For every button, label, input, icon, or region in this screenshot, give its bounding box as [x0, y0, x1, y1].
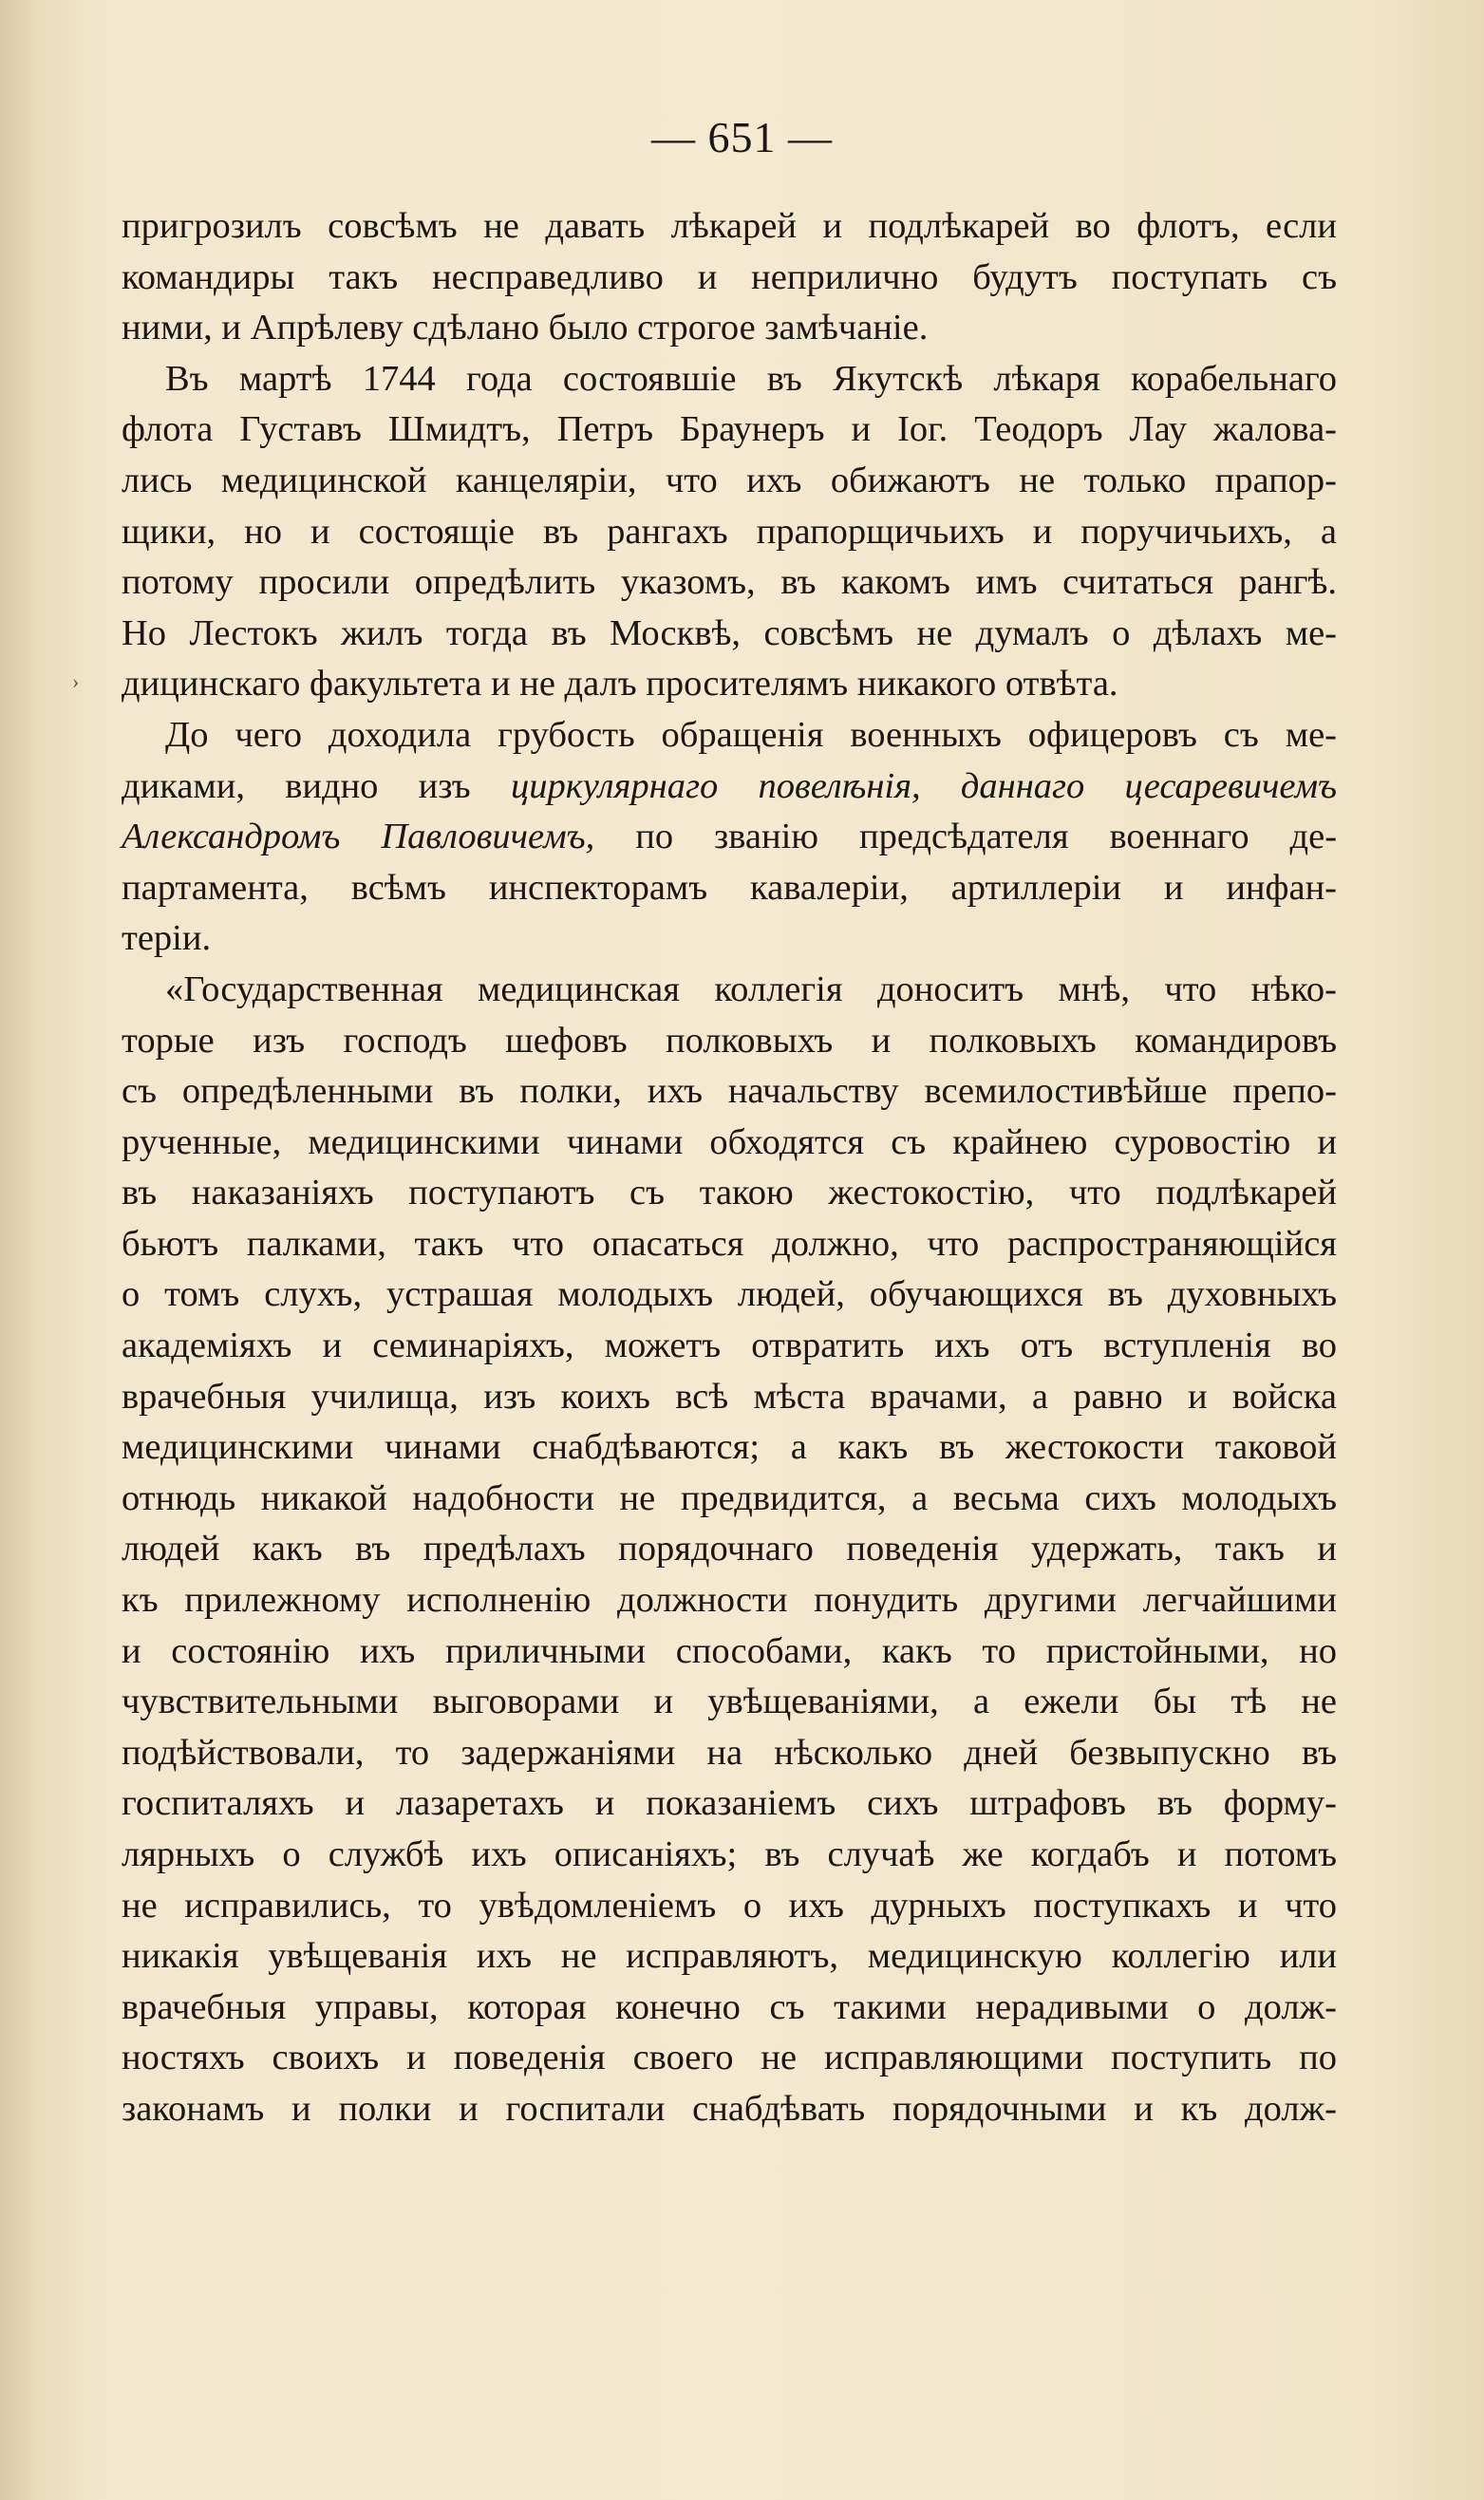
- text-line: лярныхъ о службѣ ихъ описаніяхъ; въ случаѣ же когдабъ и потомъ: [122, 1834, 1337, 1874]
- text-line: дицинскаго факультета и не далъ просителямъ никакого отвѣта.: [122, 664, 1118, 705]
- text-line: Въ мартѣ 1744 года состоявшіе въ Якутскѣ лѣкаря корабельнаго: [165, 358, 1337, 399]
- text-line: лись медицинской канцеляріи, что ихъ обижаютъ не только прапор-: [122, 460, 1337, 500]
- text-line: торые изъ господъ шефовъ полковыхъ и полковыхъ командировъ: [122, 1020, 1337, 1061]
- text-run: по званію предсѣдателя военнаго де-: [635, 817, 1338, 857]
- text-line: подѣйствовали, то задержаніями на нѣсколько дней безвыпускно въ: [122, 1732, 1337, 1773]
- text-line-mixed: [122, 761, 1337, 813]
- text-line: флота Густавъ Шмидтъ, Петръ Браунеръ и Іог. Теодоръ Лау жалова-: [122, 409, 1337, 450]
- text-line: госпиталяхъ и лазаретахъ и показаніемъ сихъ штрафовъ въ форму-: [122, 1783, 1337, 1824]
- italic-name: Александромъ Павловичемъ,: [122, 817, 595, 857]
- text-line: не исправились, то увѣдомленіемъ о ихъ дурныхъ поступкахъ и что: [122, 1885, 1337, 1926]
- page-number: — 651 —: [651, 113, 833, 161]
- text-line: о томъ слухъ, устрашая молодыхъ людей, обучающихся въ духовныхъ: [122, 1274, 1337, 1315]
- text-line: чувствительными выговорами и увѣщеваніями, а ежели бы тѣ не: [122, 1682, 1337, 1722]
- body-text: [122, 201, 1337, 2135]
- text-run: диками, видно изъ: [122, 765, 471, 806]
- text-line: и состоянію ихъ приличными способами, какъ то пристойными, но: [122, 1630, 1337, 1671]
- text-line-mixed: [122, 812, 1337, 863]
- text-line: законамъ и полки и госпитали снабдѣвать порядочными и къ долж-: [122, 2088, 1337, 2129]
- text-line: щики, но и состоящіе въ рангахъ прапорщичьихъ и поручичьихъ, а: [122, 511, 1337, 552]
- text-line: отнюдь никакой надобности не предвидится, а весьма сихъ молодыхъ: [122, 1477, 1337, 1518]
- text-line: командиры такъ несправедливо и неприлично будутъ поступать съ: [122, 256, 1337, 297]
- text-line: врачебныя управы, которая конечно съ такими нерадивыми о долж-: [122, 1986, 1337, 2027]
- text-line: въ наказаніяхъ поступаютъ съ такою жестокостію, что подлѣкарей: [122, 1173, 1337, 1213]
- text-line: пригрозилъ совсѣмъ не давать лѣкарей и подлѣкарей во флотъ, если: [122, 206, 1337, 246]
- text-line: съ опредѣленными въ полки, ихъ начальству всемилостивѣйше препо-: [122, 1071, 1337, 1112]
- text-line: людей какъ въ предѣлахъ порядочнаго поведенія удержать, такъ и: [122, 1529, 1337, 1570]
- text-line: медицинскими чинами снабдѣваются; а какъ въ жестокости таковой: [122, 1427, 1337, 1468]
- text-line: Но Лестокъ жилъ тогда въ Москвѣ, совсѣмъ не думалъ о дѣлахъ ме-: [122, 612, 1337, 653]
- text-line: ностяхъ своихъ и поведенія своего не исправляющими поступить по: [122, 2038, 1337, 2078]
- text-line: партамента, всѣмъ инспекторамъ кавалеріи, артиллеріи и инфан-: [122, 867, 1337, 908]
- text-line: теріи.: [122, 918, 212, 959]
- text-line: До чего доходила грубость обращенія военныхъ офицеровъ съ ме-: [165, 714, 1337, 755]
- text-line: бьютъ палками, такъ что опасаться должно, что распространяющійся: [122, 1223, 1337, 1264]
- text-line: «Государственная медицинская коллегія доноситъ мнѣ, что нѣко-: [165, 968, 1337, 1009]
- text-line: рученные, медицинскими чинами обходятся съ крайнею суровостію и: [122, 1121, 1337, 1162]
- text-line: академіяхъ и семинаріяхъ, можетъ отвратить ихъ отъ вступленія во: [122, 1325, 1337, 1366]
- text-line: потому просили опредѣлить указомъ, въ какомъ имъ считаться рангѣ.: [122, 562, 1337, 603]
- italic-title: циркулярнаго повелѣнія, даннаго цесаревичемъ: [510, 765, 1338, 806]
- margin-mark: ›: [72, 669, 80, 693]
- text-line: ними, и Апрѣлеву сдѣлано было строгое замѣчаніе.: [122, 308, 929, 348]
- text-line: никакія увѣщеванія ихъ не исправляютъ, медицинскую коллегію или: [122, 1936, 1337, 1977]
- text-line: врачебныя училища, изъ коихъ всѣ мѣста врачами, а равно и войска: [122, 1376, 1337, 1417]
- text-line: къ прилежному исполненію должности понудить другими легчайшими: [122, 1580, 1337, 1621]
